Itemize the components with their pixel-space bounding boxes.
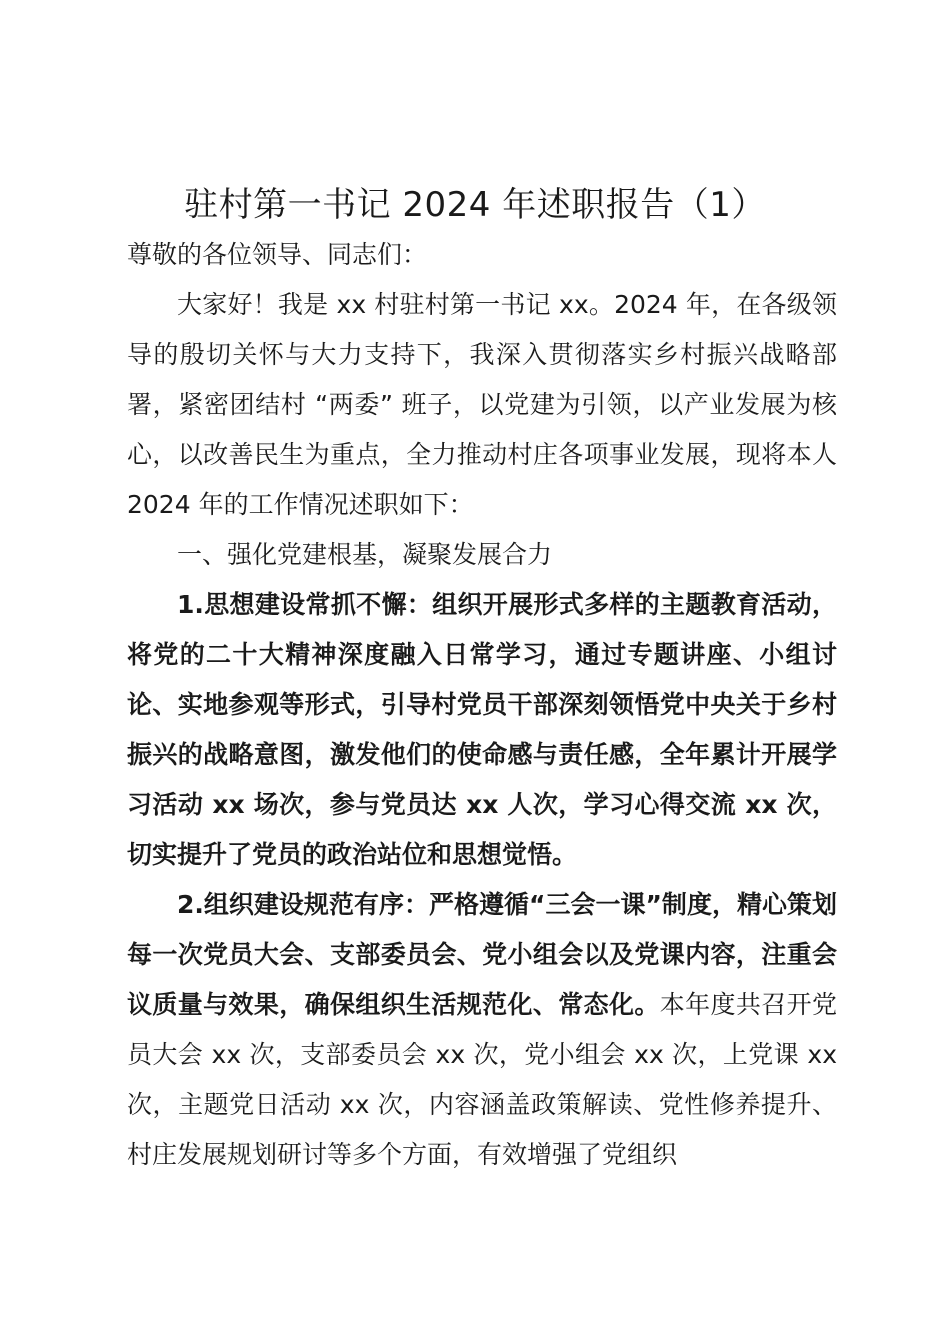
intro-paragraph: 大家好！我是 xx 村驻村第一书记 xx。2024 年，在各级领导的殷切关怀与大力支持下，我深入贯彻落实乡村振兴战略部署，紧密团结村 “两委” 班子，以党建为引领，以产业发展为核心，以改善民生为重点，全力推动村庄各项事业发展，现将本人 2024 年的工作情况述职如下： [127, 290, 837, 519]
item-2-paragraph [127, 880, 837, 1180]
item-2-bold-text: 2.组织建设规范有序：严格遵循“三会一课”制度，精心策划每一次党员大会、支部委员会、党小组会以及党课内容，注重会议质量与效果，确保组织生活规范化、常态化。 [127, 890, 837, 1019]
document-body [127, 230, 837, 1180]
document-title: 驻村第一书记 2024 年述职报告（1） [184, 185, 766, 225]
section-heading: 一、强化党建根基，凝聚发展合力 [177, 540, 553, 569]
item-1-paragraph: 1.思想建设常抓不懈：组织开展形式多样的主题教育活动，将党的二十大精神深度融入日常学习，通过专题讲座、小组讨论、实地参观等形式，引导村党员干部深刻领悟党中央关于乡村振兴的战略意图，激发他们的使命感与责任感，全年累计开展学习活动 xx 场次，参与党员达 xx 人次，学习心得交流 xx 次，切实提升了党员的政治站位和思想觉悟。 [127, 590, 837, 869]
salutation: 尊敬的各位领导、同志们： [127, 240, 428, 269]
item-2-normal-text: 本年度共召开党员大会 xx 次，支部委员会 xx 次，党小组会 xx 次，上党课 xx 次，主题党日活动 xx 次，内容涵盖政策解读、党性修养提升、村庄发展规划研讨等多个方面，有效增强了党组织 [127, 990, 837, 1169]
